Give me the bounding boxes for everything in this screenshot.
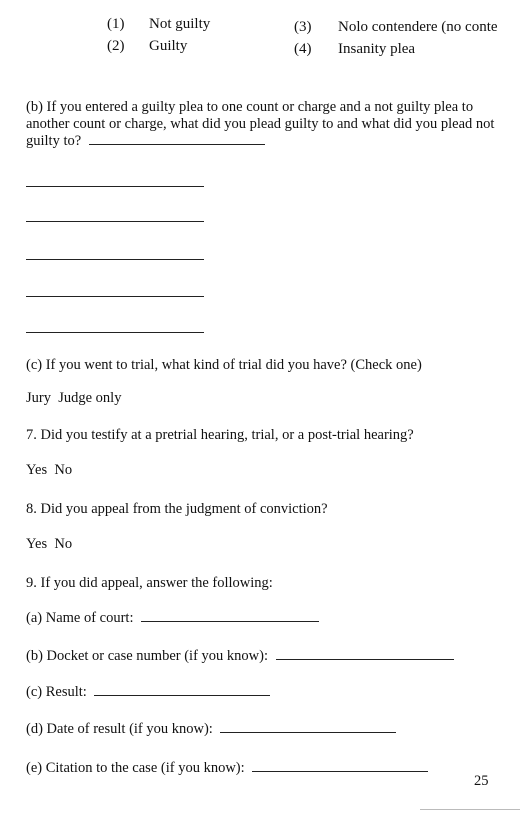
answer-9c-line[interactable]	[94, 694, 270, 696]
answer-blank-line[interactable]	[26, 186, 204, 187]
bottom-divider	[420, 809, 520, 810]
question-9c-label: (c) Result:	[26, 684, 87, 700]
answer-9a-line[interactable]	[141, 620, 319, 622]
question-6b-text: (b) If you entered a guilty plea to one count or charge and a not guilty plea to another count or charge, what did you plead guilty to and what did you plead not guilty to?	[26, 99, 495, 149]
plea-option-3-label: Nolo contendere (no conte	[338, 19, 498, 35]
answer-9e-line[interactable]	[252, 770, 428, 772]
answer-6b-line[interactable]	[89, 143, 265, 145]
page-number: 25	[474, 773, 489, 789]
question-7-options[interactable]: Yes No	[26, 462, 73, 478]
question-9d	[26, 721, 396, 738]
question-6b	[26, 99, 516, 150]
question-8: 8. Did you appeal from the judgment of conviction?	[26, 501, 328, 517]
answer-9d-line[interactable]	[220, 731, 396, 733]
plea-option-3-num: (3)	[294, 19, 312, 35]
question-9a	[26, 610, 319, 627]
question-9c	[26, 684, 270, 701]
question-9b	[26, 648, 454, 665]
plea-option-1-num: (1)	[107, 16, 125, 32]
answer-blank-line[interactable]	[26, 296, 204, 297]
question-9e	[26, 760, 428, 777]
question-7: 7. Did you testify at a pretrial hearing, trial, or a post-trial hearing?	[26, 427, 414, 443]
question-9b-label: (b) Docket or case number (if you know):	[26, 648, 268, 664]
plea-option-2-num: (2)	[107, 38, 125, 54]
question-9: 9. If you did appeal, answer the following:	[26, 575, 273, 591]
answer-blank-line[interactable]	[26, 221, 204, 222]
question-9e-label: (e) Citation to the case (if you know):	[26, 760, 245, 776]
question-8-options[interactable]: Yes No	[26, 536, 73, 552]
plea-option-2-label: Guilty	[149, 38, 188, 54]
plea-option-4-label: Insanity plea	[338, 41, 416, 57]
answer-blank-line[interactable]	[26, 332, 204, 333]
question-6c: (c) If you went to trial, what kind of trial did you have? (Check one)	[26, 357, 422, 373]
answer-9b-line[interactable]	[276, 658, 454, 660]
question-9d-label: (d) Date of result (if you know):	[26, 721, 213, 737]
plea-option-4-num: (4)	[294, 41, 312, 57]
question-9a-label: (a) Name of court:	[26, 610, 134, 626]
answer-blank-line[interactable]	[26, 259, 204, 260]
question-6c-options[interactable]: Jury Judge only	[26, 390, 122, 406]
plea-option-1-label: Not guilty	[149, 16, 211, 32]
